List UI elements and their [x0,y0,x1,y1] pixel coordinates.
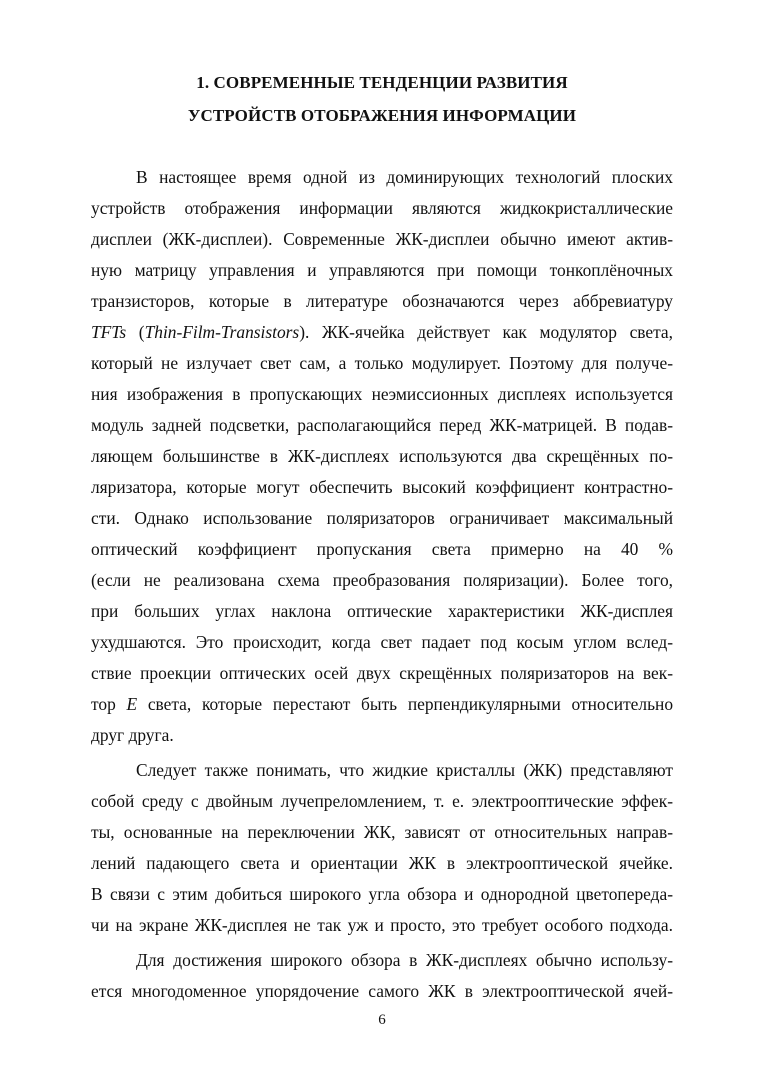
text-line: ляризатора, которые могут обеспечить высокий коэффициент контрастно- [91,477,673,497]
chapter-title [60,66,704,132]
text-fragment: света, которые перестают быть перпендикулярными относительно [137,694,674,714]
text-line: устройств отображения информации являются жидкокристаллические [91,198,673,218]
chapter-title-line-1: 1. СОВРЕМЕННЫЕ ТЕНДЕНЦИИ РАЗВИТИЯ [196,73,568,92]
abbreviation-tfts: TFTs [91,322,127,342]
text-fragment: тор [91,694,127,714]
text-line: (если не реализована схема преобразования поляризации). Более того, [91,570,673,590]
paragraph-1 [91,162,673,751]
text-line: друг друга. [91,725,174,745]
text-line: собой среду с двойным лучепреломлением, т. е. электрооптические эффек- [91,791,673,811]
text-line: модуль задней подсветки, располагающийся перед ЖК-матрицей. В подав- [91,415,673,435]
text-line: при больших углах наклона оптические характеристики ЖК-дисплея [91,601,673,621]
text-line: который не излучает свет сам, а только модулирует. Поэтому для получе- [91,353,673,373]
text-line [91,317,673,348]
text-line: сти. Однако использование поляризаторов ограничивает максимальный [91,508,673,528]
text-line [91,689,673,720]
text-line: чи на экране ЖК-дисплея не так уж и просто, это требует особого подхода. [91,915,673,935]
text-line: ную матрицу управления и управляются при помощи тонкоплёночных [91,260,673,280]
text-line: Для достижения широкого обзора в ЖК-дисплеях обычно использу- [136,950,673,970]
text-fragment: ). ЖК-ячейка действует как модулятор света, [299,322,673,342]
text-line: ляющем большинстве в ЖК-дисплеях используются два скрещённых по- [91,446,673,466]
page-number: 6 [378,1012,386,1028]
text-line: оптический коэффициент пропускания света примерно на 40 % [91,539,673,559]
vector-e-symbol: E [126,694,138,714]
text-fragment: ( [126,322,145,342]
text-line: лений падающего света и ориентации ЖК в электрооптической ячейке. [91,853,673,873]
text-line: ты, основанные на переключении ЖК, зависят от относительных направ- [91,822,673,842]
text-line: ухудшаются. Это происходит, когда свет падает под косым углом вслед- [91,632,673,652]
text-line: дисплеи (ЖК-дисплеи). Современные ЖК-дисплеи обычно имеют актив- [91,229,673,249]
text-line: В настоящее время одной из доминирующих технологий плоских [136,167,673,187]
text-line: ствие проекции оптических осей двух скрещённых поляризаторов на век- [91,663,673,683]
text-line: транзисторов, которые в литературе обозначаются через аббревиатуру [91,291,673,311]
chapter-title-line-2: УСТРОЙСТВ ОТОБРАЖЕНИЯ ИНФОРМАЦИИ [187,106,577,125]
body-text [91,162,673,1007]
term-thin-film-transistors: Thin-Film-Transistors [144,322,300,342]
text-line: Следует также понимать, что жидкие кристаллы (ЖК) представляют [136,760,673,780]
paragraph-3 [91,945,673,1007]
paragraph-2 [91,755,673,941]
text-line: ется многодоменное упорядочение самого ЖК в электрооптической ячей- [91,981,673,1001]
text-line: В связи с этим добиться широкого угла обзора и однородной цветопереда- [91,884,673,904]
text-line: ния изображения в пропускающих неэмиссионных дисплеях используется [91,384,673,404]
